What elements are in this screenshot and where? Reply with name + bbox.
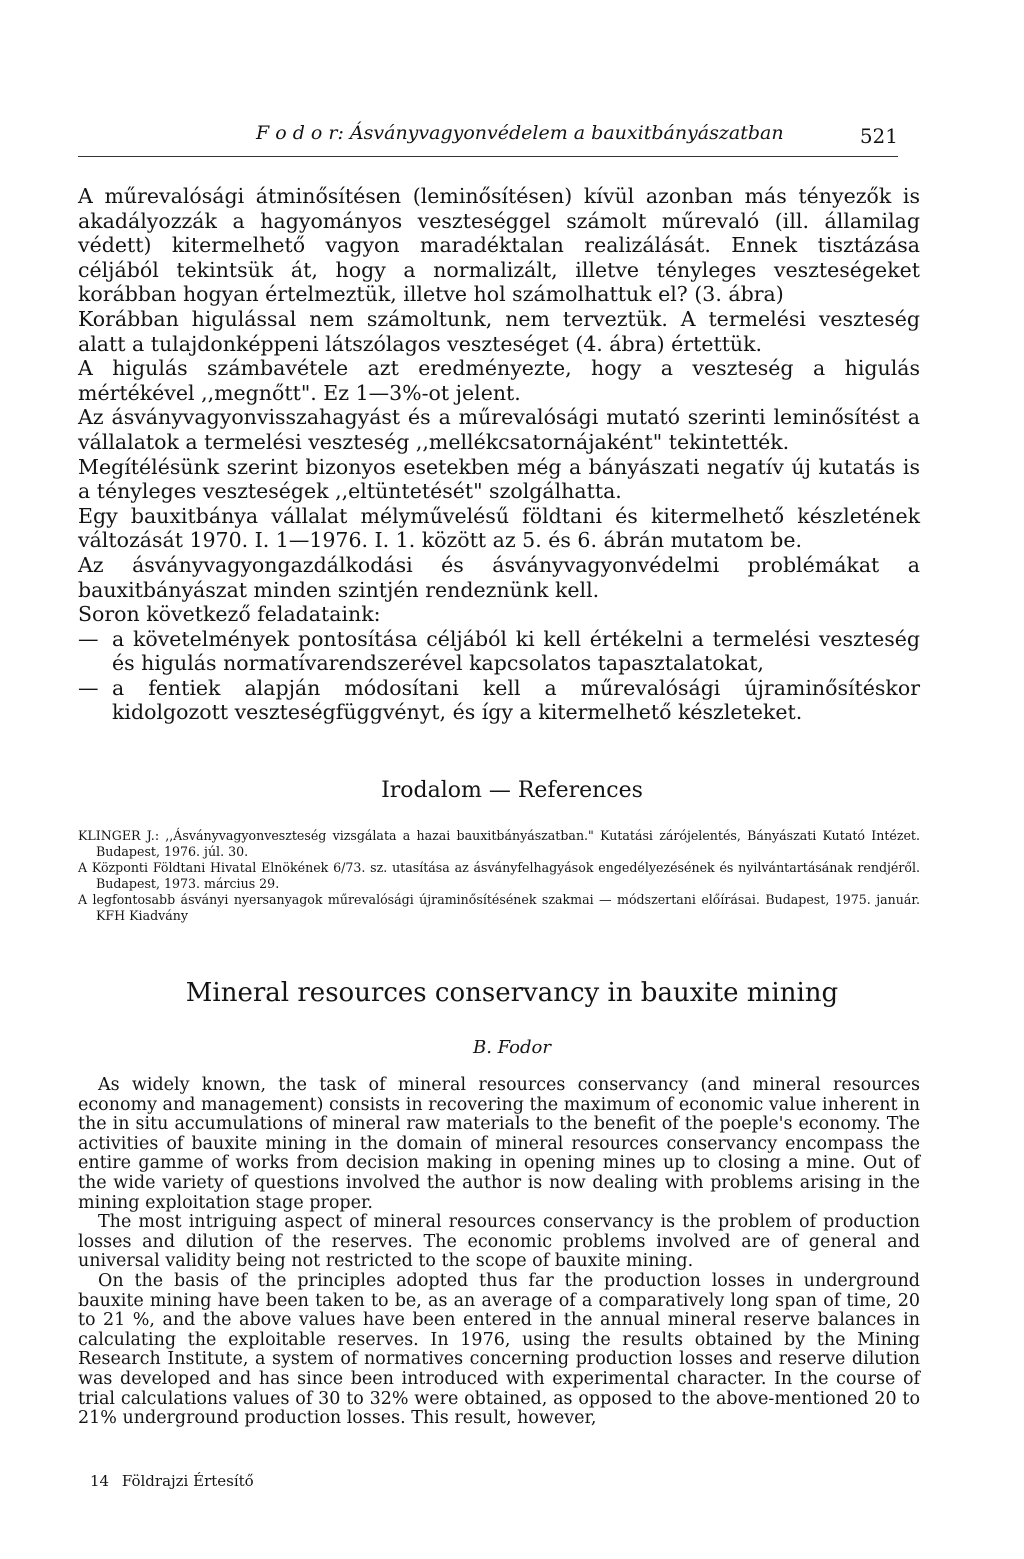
body-paragraph: Egy bauxitbánya vállalat mélyművelésű földtani és kitermelhető készletének változását 1970. I. 1—1976. I. 1. között az 5. és 6. ábrán mutatom be. xyxy=(78,503,920,553)
body-paragraph: A higulás számbavétele azt eredményezte, hogy a veszteség a higulás mértékével ,,megnőtt". Ez 1—3%-ot jelent. xyxy=(78,356,920,405)
list-item-text: a követelmények pontosítása céljából ki kell értékelni a termelési veszteség és higulás normatívarendszerével kapcsolatos tapasztalatokat, xyxy=(112,626,920,676)
body-paragraph: Az ásványvagyongazdálkodási és ásványvagyonvédelmi problémákat a bauxitbányászat minden szintjén rendeznünk kell. xyxy=(78,552,920,602)
list-item-text: a fentiek alapján módosítani kell a műrevalósági újraminősítéskor kidolgozott veszteségfüggvényt, és így a kitermelhető készleteket. xyxy=(112,675,920,725)
body-paragraph: Korábban higulással nem számoltunk, nem terveztük. A termelési veszteség alatt a tulajdonképpeni látszólagos veszteséget (4. ábra) értettük. xyxy=(78,306,920,356)
reference-item: KLINGER J.: ,,Ásványvagyonveszteség vizsgálata a hazai bauxitbányászatban." Kutatási zárójelentés, Bányászati Kutató Intézet. Budapest, 1976. júl. 30. xyxy=(78,828,920,859)
summary-paragraph: As widely known, the task of mineral resources conservancy (and mineral resources economy and management) consists in recovering the maximum of economic value inherent in the in situ accumulations of mineral raw materials to the benefit of the poeple's economy. The activities of bauxite mining in the domain of mineral resources conservancy encompass the entire gamme of works from decision making in opening mines up to closing a mine. Out of the wide variety of questions involved the author is now dealing with problems arising in the mining exploitation stage proper. xyxy=(78,1075,920,1213)
english-summary-title: Mineral resources conservancy in bauxite mining xyxy=(185,978,839,1008)
body-paragraph: Az ásványvagyonvisszahagyást és a műrevalósági mutató szerinti leminősítést a vállalatok a termelési veszteség ,,mellékcsatornájaként" tekintették. xyxy=(78,405,920,454)
page-number: 521 xyxy=(859,124,898,148)
body-paragraph: Soron következő feladataink: xyxy=(78,602,381,627)
running-title: F o d o r: Ásványvagyonvédelem a bauxitbányászatban xyxy=(256,122,784,144)
reference-item: A legfontosabb ásványi nyersanyagok műrevalósági újraminősítésének szakmai — módszertani előírásai. Budapest, 1975. január. KFH Kiadvány xyxy=(78,892,920,923)
references-heading: Irodalom — References xyxy=(381,778,643,803)
hungarian-body xyxy=(78,184,920,725)
summary-paragraph: On the basis of the principles adopted thus far the production losses in underground bauxite mining have been taken to be, as an average of a comparatively long span of time, 20 to 21 %, and the above values have been entered in the annual mineral reserve balances in calculating the exploitable reserves. In 1976, using the results obtained by the Mining Research Institute, a system of normatives concerning production losses and reserve dilution was developed and has since been introduced with experimental character. In the course of trial calculations values of 30 to 32% were obtained, as opposed to the above-mentioned 20 to 21% underground production losses. This result, however, xyxy=(78,1270,920,1429)
body-paragraph: Megítélésünk szerint bizonyos esetekben még a bányászati negatív új kutatás is a tényleges veszteségek ,,eltüntetését" szolgálhatta. xyxy=(78,454,920,504)
task-list-item xyxy=(78,676,920,725)
summary-paragraph: The most intriguing aspect of mineral resources conservancy is the problem of production losses and dilution of the reserves. The economic problems involved are of general and universal validity being not restricted to the scope of bauxite mining. xyxy=(78,1212,920,1272)
english-summary-author: B. Fodor xyxy=(473,1037,551,1058)
running-header xyxy=(78,122,898,157)
task-list-item xyxy=(78,627,920,676)
journal-name: Földrajzi Értesítő xyxy=(121,1472,254,1490)
page-footer xyxy=(90,1472,262,1490)
references-list xyxy=(78,828,920,924)
list-dash: — xyxy=(78,626,99,651)
signature-number: 14 xyxy=(90,1472,110,1490)
reference-item: A Központi Földtani Hivatal Elnökének 6/73. sz. utasítása az ásványfelhagyások engedélyezésének és nyilvántartásának rendjéről. Budapest, 1973. március 29. xyxy=(78,860,920,891)
list-dash: — xyxy=(78,675,99,700)
body-paragraph: A műrevalósági átminősítésen (leminősítésen) kívül azonban más tényezők is akadályozzák a hagyományos veszteséggel számolt műrevaló (ill. államilag védett) kitermelhető vagyon maradéktalan realizálását. Ennek tisztázása céljából tekintsük át, hogy a normalizált, illetve tényleges veszteségeket korábban hogyan értelmeztük, illetve hol számolhattuk el? (3. ábra) xyxy=(78,184,920,307)
english-summary-body xyxy=(78,1076,920,1429)
